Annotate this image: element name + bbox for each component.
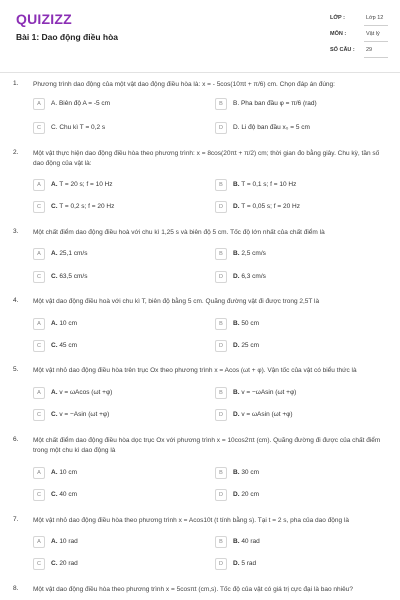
option-text: 20 rad [59,560,78,567]
question-text: Phương trình dao động của một vật dao động điều hòa là: x = - 5cos(10πt + π/6) cm. Chọn đáp án đúng: [33,81,335,88]
option-b[interactable] [215,387,385,399]
option-text: v = −ωAsin (ωt +φ) [241,389,297,396]
header-divider [0,72,400,73]
option-text: v = ωAcos (ωt +φ) [59,389,113,396]
option-label: C. [51,273,58,280]
option-letter-box: A [33,536,45,548]
question-number: 3. [13,228,19,235]
option-text: 30 cm [241,469,260,476]
option-d[interactable] [215,489,385,501]
option-letter-box: C [33,340,45,352]
option-c[interactable] [33,271,203,283]
question-text: Một vật thực hiện dao động điều hòa theo phương trình: x = 8cos(20πt + π/2) cm; thời gian đo bằng giây. Chu kỳ, tần số dao động của vật là: [33,150,380,167]
option-letter-box: A [33,248,45,260]
option-label: B. [233,389,240,396]
question-number: 1. [13,80,19,87]
option-letter-box: B [215,248,227,260]
option-d[interactable] [215,201,385,213]
option-c[interactable] [33,340,203,352]
option-label: C. [51,203,58,210]
option-c[interactable] [33,201,203,213]
worksheet-header [0,0,400,70]
subject-label: MÔN : [330,31,347,37]
question-number: 8. [13,585,19,592]
option-text: 10 cm [59,469,78,476]
option-letter-box: B [215,98,227,110]
question-text: Một chất điểm dao động điều hoà với chu kì 1,25 s và biên độ 5 cm. Tốc độ lớn nhất của chất điểm là [33,229,325,236]
option-label: A. [51,320,58,327]
question-text: Một chất điểm dao động điều hòa dọc trục Ox với phương trình x = 10cos2πt (cm). Quãng đường đi được của chất điểm trong một chu kì dao động là [33,437,381,454]
option-letter-box: D [215,201,227,213]
question-number: 6. [13,436,19,443]
option-label: A. [51,469,58,476]
option-text: 2,5 cm/s [241,250,266,257]
option-letter-box: D [215,558,227,570]
class-value: Lớp 12 [366,15,384,21]
option-label: D. [233,203,240,210]
option-letter-box: B [215,179,227,191]
option-text: 10 rad [59,538,78,545]
option-text: T = 20 s; f = 10 Hz [59,181,113,188]
class-label: LỚP : [330,15,345,21]
option-label: B. [233,538,240,545]
option-text: T = 0,05 s; f = 20 Hz [241,203,300,210]
option-a[interactable] [33,179,203,191]
option-label: C. [51,560,58,567]
option-label: B. [233,181,240,188]
option-text: Li độ ban đầu x₀ = 5 cm [241,124,310,131]
question-text: Một vật nhỏ dao động điều hòa theo phương trình x = Acos10t (t tính bằng s). Tại t = 2 s, pha của dao động là [33,517,350,524]
option-label: A. [51,389,58,396]
option-letter-box: C [33,489,45,501]
option-a[interactable] [33,318,203,330]
quizizz-logo: QUIZIZZ [16,11,72,27]
option-label: D. [233,124,240,131]
option-b[interactable] [215,318,385,330]
worksheet-title: Bài 1: Dao động điều hòa [16,32,119,42]
option-b[interactable] [215,536,385,548]
option-label: C. [51,342,58,349]
option-d[interactable] [215,122,385,134]
option-text: v = ωAsin (ωt +φ) [241,411,293,418]
option-b[interactable] [215,98,385,110]
option-label: C. [51,124,58,131]
option-b[interactable] [215,248,385,260]
option-text: 50 cm [241,320,260,327]
option-letter-box: C [33,409,45,421]
option-letter-box: B [215,318,227,330]
question-number: 2. [13,149,19,156]
option-text: 40 cm [59,491,78,498]
option-text: 20 cm [241,491,260,498]
option-letter-box: A [33,179,45,191]
option-text: 25 cm [241,342,260,349]
option-letter-box: D [215,271,227,283]
option-text: Pha ban đầu φ = π/6 (rad) [240,100,317,107]
subject-underline [364,41,388,42]
option-a[interactable] [33,98,203,110]
question-number: 7. [13,516,19,523]
option-label: D. [233,342,240,349]
option-text: T = 0,1 s; f = 10 Hz [241,181,297,188]
option-letter-box: A [33,467,45,479]
option-b[interactable] [215,467,385,479]
option-a[interactable] [33,248,203,260]
option-label: B. [233,320,240,327]
question-number: 4. [13,297,19,304]
option-letter-box: D [215,340,227,352]
option-letter-box: D [215,409,227,421]
option-label: C. [51,411,58,418]
class-underline [364,25,388,26]
option-label: B. [233,469,240,476]
option-text: 25,1 cm/s [59,250,88,257]
option-letter-box: D [215,122,227,134]
option-letter-box: D [215,489,227,501]
option-a[interactable] [33,536,203,548]
question-text: Một vật dao động điều hoà với chu kì T, biên độ bằng 5 cm. Quãng đường vật đi được trong 2,5T là [33,298,320,305]
option-text: 10 cm [59,320,78,327]
option-letter-box: B [215,467,227,479]
option-text: 40 rad [241,538,260,545]
count-label: SỐ CÂU : [330,47,355,53]
option-c[interactable] [33,409,203,421]
option-label: D. [233,411,240,418]
option-text: Biên độ A = -5 cm [58,100,111,107]
option-letter-box: B [215,387,227,399]
option-label: A. [51,181,58,188]
option-text: v = −Asin (ωt +φ) [59,411,110,418]
option-d[interactable] [215,271,385,283]
option-label: A. [51,100,58,107]
option-text: T = 0,2 s; f = 20 Hz [59,203,115,210]
option-b[interactable] [215,179,385,191]
option-d[interactable] [215,558,385,570]
option-letter-box: A [33,318,45,330]
option-a[interactable] [33,387,203,399]
option-label: B. [233,250,240,257]
option-letter-box: C [33,201,45,213]
option-text: Chu kì T = 0,2 s [59,124,106,131]
option-text: 6,3 cm/s [241,273,266,280]
option-d[interactable] [215,409,385,421]
option-text: 45 cm [59,342,78,349]
subject-value: Vật lý [366,31,380,37]
option-letter-box: C [33,558,45,570]
option-letter-box: A [33,98,45,110]
count-underline [364,57,388,58]
option-c[interactable] [33,489,203,501]
question-text: Một vật nhỏ dao động điều hòa trên trục Ox theo phương trình x = Acos (ωt + φ). Vận tốc của vật có biểu thức là [33,367,357,374]
option-c[interactable] [33,558,203,570]
option-text: 5 rad [241,560,257,567]
question-text: Một vật dao động điều hòa theo phương trình x = 5cosπt (cm,s). Tốc độ của vật có giá trị cực đại là bao nhiêu? [33,586,353,593]
option-a[interactable] [33,467,203,479]
option-label: D. [233,560,240,567]
option-label: B. [233,100,240,107]
option-label: D. [233,491,240,498]
option-letter-box: B [215,536,227,548]
option-letter-box: C [33,271,45,283]
option-d[interactable] [215,340,385,352]
option-label: A. [51,250,58,257]
option-label: D. [233,273,240,280]
question-number: 5. [13,366,19,373]
option-letter-box: C [33,122,45,134]
option-label: A. [51,538,58,545]
option-label: C. [51,491,58,498]
option-letter-box: A [33,387,45,399]
option-text: 63,5 cm/s [59,273,88,280]
count-value: 29 [366,47,373,53]
option-c[interactable] [33,122,203,134]
